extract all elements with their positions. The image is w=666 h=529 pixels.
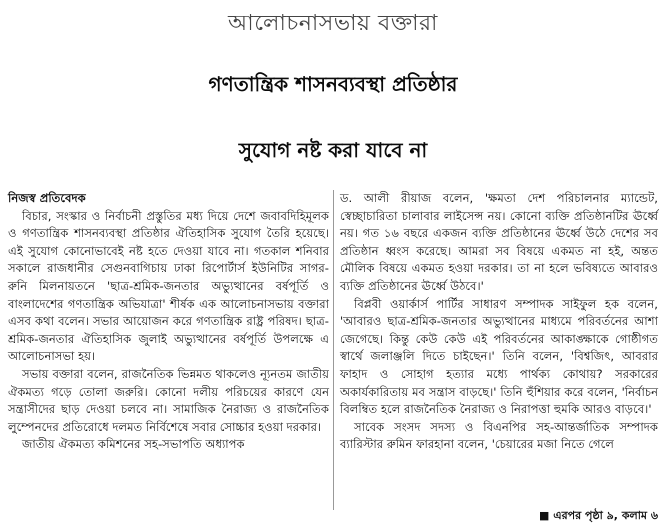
headline-line-1: গণতান্ত্রিক শাসনব্যবস্থা প্রতিষ্ঠার — [208, 72, 458, 96]
paragraph: সভায় বক্তারা বলেন, রাজনৈতিক ভিন্নমত থাকলেও ন্যূনতম জাতীয় ঐকমত্য গড়ে তোলা জরুরি। কোনো দলীয় পরিচয়ের কারণে যেন সন্ত্রাসীদের ছাড় দেওয়া চলবে না। সামাজিক নৈরাজ্য ও রাজনৈতিক লুম্পেনদের প্রতিরোধে দলমত নির্বিশেষে সবার সোচ্চার হওয়া দরকার। — [8, 366, 329, 434]
byline: নিজস্ব প্রতিবেদক — [8, 191, 86, 205]
article-column-right — [340, 190, 658, 454]
continued-on-page: ■ এরপর পৃষ্ঠা ৯, কলাম ৬ — [539, 509, 658, 522]
paragraph: ড. আলী রীয়াজ বলেন, 'ক্ষমতা দেশ পরিচালনার ম্যান্ডেট, স্বেচ্ছাচারিতা চালাবার লাইসেন্স নয়। কোনো ব্যক্তি প্রতিষ্ঠানটির ঊর্ধ্বে নয়। গত ১৬ বছরে একজন ব্যক্তি প্রতিষ্ঠানের ঊর্ধ্বে উঠে দেশের সব প্রতিষ্ঠান ধ্বংস করেছে। আমরা সব বিষয়ে একমত না হই, অন্তত মৌলিক বিষয়ে একমত হওয়া দরকার। তা না হলে ভবিষ্যতে আবারও ব্যক্তি প্রতিষ্ঠানের ঊর্ধ্বে উঠবে।' — [340, 191, 658, 293]
paragraph: জাতীয় ঐকমত্য কমিশনের সহ-সভাপতি অধ্যাপক — [22, 437, 245, 452]
article-column-left — [8, 190, 329, 454]
kicker: আলোচনাসভায় বক্তারা — [228, 11, 438, 36]
headline-line-2: সুযোগ নষ্ট করা যাবে না — [238, 138, 428, 162]
paragraph: বিচার, সংস্কার ও নির্বাচনী প্রস্তুতির মধ্য দিয়ে দেশে জবাবদিহিমূলক ও গণতান্ত্রিক শাসনব্যবস্থা প্রতিষ্ঠার ঐতিহাসিক সুযোগ তৈরি হয়েছে। এই সুযোগ কোনোভাবেই নষ্ট হতে দেওয়া যাবে না। গতকাল শনিবার সকালে রাজধানীর সেগুনবাগিচায় ঢাকা রিপোর্টার্স ইউনিটির সাগর-রুনি মিলনায়তনে 'ছাত্র-শ্রমিক-জনতার অভ্যুত্থানের বর্ষপূর্তি ও বাংলাদেশের গণতান্ত্রিক অভিযাত্রা' শীর্ষক এক আলোচনাসভায় বক্তারা এসব কথা বলেন। সভার আয়োজন করে গণতান্ত্রিক রাষ্ট্র পরিষদ। ছাত্র-শ্রমিক-জনতার ঐতিহাসিক জুলাই অভ্যুত্থানের বর্ষপূর্তি উপলক্ষে এ আলোচনাসভা হয়। — [8, 208, 329, 364]
paragraph: সাবেক সংসদ সদস্য ও বিএনপির সহ-আন্তর্জাতিক সম্পাদক ব্যারিস্টার রুমিন ফারহানা বলেন, 'চেয়ারের মজা নিতে গেলে — [340, 419, 658, 452]
paragraph: বিপ্লবী ওয়ার্কার্স পার্টির সাধারণ সম্পাদক সাইফুল হক বলেন, 'আবারও ছাত্র-শ্রমিক-জনতার অভ্যুত্থানের মাধ্যমে পরিবর্তনের আশা জেগেছে। কিন্তু কেউ কেউ এই পরিবর্তনের আকাঙ্ক্ষাকে গোষ্ঠীগত স্বার্থে জলাঞ্জলি দিতে চাইছেন।' তিনি বলেন, 'বিশ্বজিৎ, আবরার ফাহাদ ও সোহাগ হত্যার মধ্যে পার্থক্য কোথায়? সরকারের অকার্যকারিতায় মব সন্ত্রাস বাড়ছে।' তিনি হুঁশিয়ার করে বলেন, 'নির্বাচন বিলম্বিত হলে রাজনৈতিক নৈরাজ্য ও নিরাপত্তা হুমকি আরও বাড়বে।' — [340, 296, 658, 417]
column-divider — [333, 190, 334, 510]
